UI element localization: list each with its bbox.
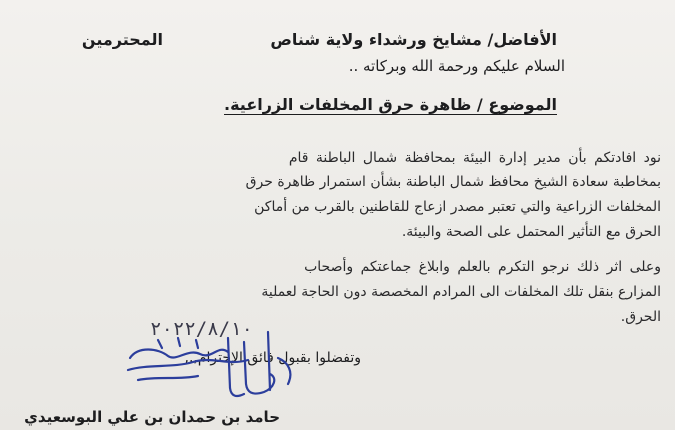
signatory-name: حامد بن حمدان بن علي البوسعيدي xyxy=(24,408,280,426)
signature-icon xyxy=(118,318,308,413)
paragraph2-line1: وعلى اثر ذلك نرجو التكرم بالعلم وابلاغ جماعتكم وأصحاب xyxy=(304,259,661,275)
paragraph1-line1: نود افادتكم بأن مدير إدارة البيئة بمحافظة شمال الباطنة قام xyxy=(288,150,661,166)
closing: وتفضلوا بقبول فائق الإحترام,,, xyxy=(184,350,361,366)
subject: الموضوع / ظاهرة حرق المخلفات الزراعية. xyxy=(224,95,557,114)
handwritten-date: ٢٠٢٢/٨/١٠ xyxy=(150,318,253,340)
paragraph1-line3: المخلفات الزراعية والتي تعتبر مصدر ازعاج للقاطنين بالقرب من أماكن xyxy=(254,199,661,215)
paragraph1-line2: بمخاطبة سعادة الشيخ محافظ شمال الباطنة بشأن استمرار ظاهرة حرق xyxy=(245,174,661,190)
paragraph2-line3: الحرق. xyxy=(620,309,661,325)
honorific: المحترمين xyxy=(81,30,163,49)
addressee: الأفاضل/ مشايخ ورشداء ولاية شناص xyxy=(270,30,557,49)
paragraph2-line2: المزارع بنقل تلك المخلفات الى المرادم المخصصة دون الحاجة لعملية xyxy=(261,284,661,300)
greeting: السلام عليكم ورحمة الله وبركاته .. xyxy=(348,57,565,75)
paragraph1-line4: الحرق مع التأثير المحتمل على الصحة والبيئة. xyxy=(401,224,661,240)
